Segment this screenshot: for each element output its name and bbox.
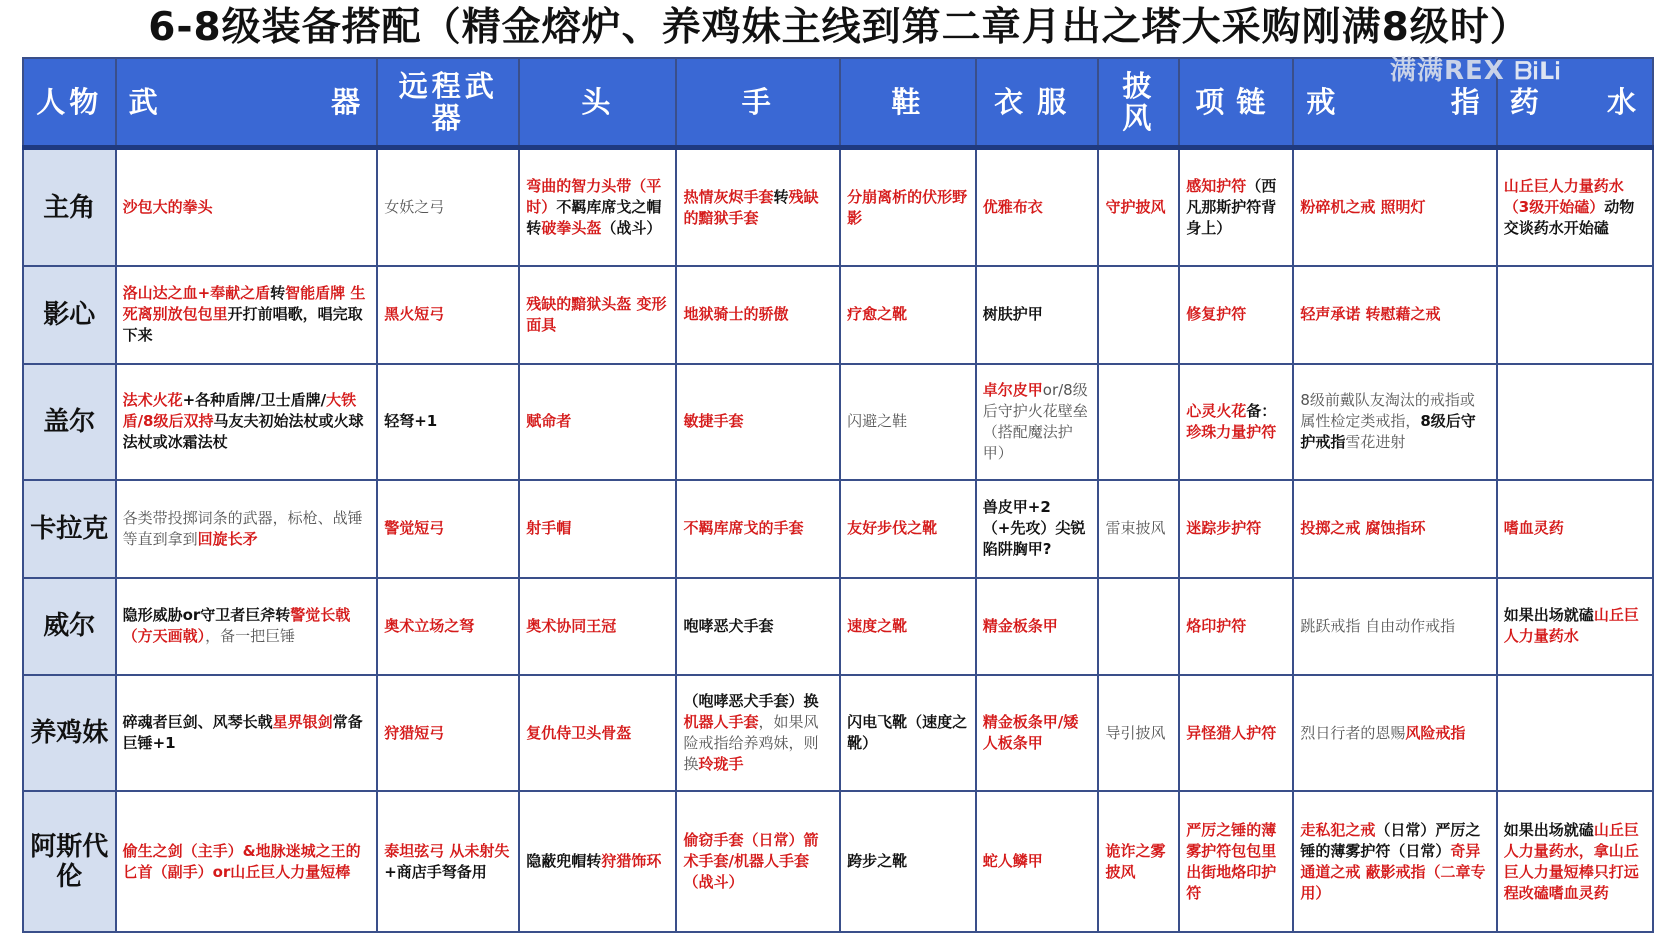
character-name: 卡拉克 xyxy=(23,480,116,577)
cell-weapon xyxy=(116,578,378,675)
cell-hands xyxy=(676,791,840,932)
item-text: 隐形威胁or守卫者巨斧转 xyxy=(122,606,291,625)
item-text: 马友夫初始法杖或火球法杖或冰霜法杖 xyxy=(122,412,364,452)
cell-potion xyxy=(1497,675,1653,792)
cell-boots xyxy=(840,266,976,363)
cell-hands xyxy=(676,480,840,577)
item-text: 回旋长矛 xyxy=(197,529,258,548)
item-text: 烈日行者的恩赐 xyxy=(1300,723,1406,742)
item-text: +各种盾牌/卫士盾牌/ xyxy=(182,391,327,410)
cell-amulet xyxy=(1179,578,1293,675)
item-text: 大铁盾/8级后双持 xyxy=(122,391,357,431)
watermark-text: 满满REX xyxy=(1390,56,1505,86)
item-text: 卓尔皮甲 xyxy=(982,380,1043,399)
cell-amulet xyxy=(1179,266,1293,363)
header-weapon: 武器 xyxy=(116,58,378,148)
cell-cloak xyxy=(1098,364,1179,481)
item-text: 星界银剑 xyxy=(272,713,333,732)
cell-ring xyxy=(1293,364,1496,481)
item-text: 洛山达之血+奉献之盾 xyxy=(122,284,271,303)
item-text: 精金板条甲 xyxy=(982,616,1058,635)
cell-head xyxy=(519,791,676,932)
table-row xyxy=(23,364,1653,481)
cell-ring xyxy=(1293,791,1496,932)
cell-armor xyxy=(976,578,1099,675)
item-text: 投掷之戒 腐蚀指环 xyxy=(1300,519,1426,538)
item-text: 开打前唱歌，唱完取下来 xyxy=(122,305,363,345)
item-text: ，备一把巨锤 xyxy=(205,627,296,646)
cell-ranged-weapon xyxy=(377,578,519,675)
cell-ring xyxy=(1293,480,1496,577)
item-text: 优雅布衣 xyxy=(982,198,1043,217)
item-text: 导引披风 xyxy=(1105,723,1166,742)
item-text: 守护披风 xyxy=(1105,198,1166,217)
cell-boots xyxy=(840,364,976,481)
item-text: 修复护符 xyxy=(1186,305,1247,324)
cell-ring xyxy=(1293,148,1496,267)
item-text: 烙印护符 xyxy=(1186,616,1247,635)
cell-ranged-weapon xyxy=(377,364,519,481)
header-character: 人物 xyxy=(23,58,116,148)
item-text: 狩猎短弓 xyxy=(384,723,445,742)
item-text: 动物交谈药水开始磕 xyxy=(1503,198,1635,238)
cell-ring xyxy=(1293,266,1496,363)
item-text: 隐蔽兜帽转 xyxy=(526,852,602,871)
item-text: 风险戒指 xyxy=(1405,723,1466,742)
item-text: 智能盾牌 生死离别放包包里 xyxy=(122,284,366,324)
cell-hands xyxy=(676,266,840,363)
header-amulet: 项链 xyxy=(1179,58,1293,148)
item-text: 分崩离析的伏形野影 xyxy=(847,187,968,227)
item-text: 异怪猎人护符 xyxy=(1186,723,1277,742)
item-text: 法术火花 xyxy=(122,391,183,410)
character-name: 阿斯代伦 xyxy=(23,791,116,932)
item-text: 警觉长戟（方天画戟） xyxy=(122,606,351,646)
item-text: （战斗） xyxy=(601,219,662,238)
cell-amulet xyxy=(1179,675,1293,792)
item-text: 敏捷手套 xyxy=(683,412,744,431)
table-row xyxy=(23,578,1653,675)
watermark xyxy=(1390,50,1561,87)
item-text: 玲珑手 xyxy=(698,755,744,774)
cell-amulet xyxy=(1179,480,1293,577)
cell-cloak xyxy=(1098,148,1179,267)
item-text: 疗愈之靴 xyxy=(847,305,908,324)
equipment-table xyxy=(22,57,1654,933)
bilibili-logo-icon: ᗷᎥᒪᎥ xyxy=(1514,57,1562,85)
item-text: 各类带投掷词条的武器，标枪、战锤等直到拿到 xyxy=(122,508,363,548)
character-name: 威尔 xyxy=(23,578,116,675)
cell-armor xyxy=(976,148,1099,267)
item-text: 偷窃手套（日常）箭术手套/机器人手套（战斗） xyxy=(683,831,819,892)
cell-cloak xyxy=(1098,791,1179,932)
cell-potion xyxy=(1497,266,1653,363)
item-text: 机器人手套 xyxy=(683,713,759,732)
item-text: 雷束披风 xyxy=(1105,519,1166,538)
cell-head xyxy=(519,480,676,577)
item-text: 备： xyxy=(1246,401,1277,420)
item-text: 轻弩+1 xyxy=(384,412,438,431)
cell-ranged-weapon xyxy=(377,791,519,932)
cell-potion xyxy=(1497,148,1653,267)
cell-hands xyxy=(676,148,840,267)
table-row xyxy=(23,675,1653,792)
cell-ring xyxy=(1293,675,1496,792)
item-text: 咆哮恶犬手套 xyxy=(683,616,774,635)
cell-boots xyxy=(840,480,976,577)
item-text: （西凡那斯护符背身上） xyxy=(1186,177,1277,238)
cell-head xyxy=(519,148,676,267)
cell-cloak xyxy=(1098,578,1179,675)
cell-boots xyxy=(840,675,976,792)
item-text: 常备巨锤+1 xyxy=(122,713,363,753)
item-text: 如果出场就磕 xyxy=(1503,820,1594,839)
cell-weapon xyxy=(116,480,378,577)
cell-hands xyxy=(676,578,840,675)
item-text: 速度之靴 xyxy=(847,616,908,635)
item-text: 不羁库席戈之帽转 xyxy=(526,198,662,238)
cell-amulet xyxy=(1179,148,1293,267)
item-text: 奇异通道之戒 蔽影戒指（二章专用） xyxy=(1300,841,1486,902)
character-name: 盖尔 xyxy=(23,364,116,481)
item-text: or/8级后守护火花壁垒（搭配魔法护甲） xyxy=(982,380,1088,462)
item-text: 如果出场就磕 xyxy=(1503,606,1594,625)
table-row xyxy=(23,480,1653,577)
cell-ranged-weapon xyxy=(377,480,519,577)
item-text: 残缺的黯狱头盔 变形面具 xyxy=(526,294,667,334)
cell-armor xyxy=(976,791,1099,932)
cell-potion xyxy=(1497,480,1653,577)
item-text: 迷踪步护符 xyxy=(1186,519,1262,538)
cell-potion xyxy=(1497,578,1653,675)
table-row xyxy=(23,148,1653,267)
item-text: 复仇侍卫头骨盔 xyxy=(526,723,632,742)
item-text: 破拳头盔 xyxy=(541,219,602,238)
item-text: 友好步伐之靴 xyxy=(847,519,938,538)
item-text: 泰坦弦弓 从未射失 xyxy=(384,841,510,860)
item-text: 奥术立场之弩 xyxy=(384,616,475,635)
item-text: 沙包大的拳头 xyxy=(122,198,213,217)
item-text: 赋命者 xyxy=(526,412,572,431)
item-text: 8级前戴队友淘汰的戒指或属性检定类戒指， xyxy=(1300,391,1475,431)
cell-hands xyxy=(676,675,840,792)
header-ranged-weapon: 远程武器 xyxy=(377,58,519,148)
item-text: 跳跃戒指 自由动作戒指 xyxy=(1300,616,1456,635)
item-text: 热情灰烬手套 xyxy=(683,187,774,206)
cell-amulet xyxy=(1179,364,1293,481)
item-text: 转 xyxy=(270,284,286,303)
cell-weapon xyxy=(116,148,378,267)
item-text: 感知护符 xyxy=(1186,177,1247,196)
item-text: （咆哮恶犬手套）换 xyxy=(683,692,819,711)
item-text: 兽皮甲+2（+先攻）尖锐陷阱胸甲? xyxy=(982,498,1086,559)
cell-head xyxy=(519,266,676,363)
item-text: 8级后守护戒指 xyxy=(1300,412,1476,452)
item-text: 闪避之鞋 xyxy=(847,412,908,431)
cell-boots xyxy=(840,791,976,932)
cell-head xyxy=(519,675,676,792)
item-text: 嗜血灵药 xyxy=(1503,519,1564,538)
cell-weapon xyxy=(116,791,378,932)
header-armor: 衣服 xyxy=(976,58,1099,148)
cell-cloak xyxy=(1098,480,1179,577)
character-name: 影心 xyxy=(23,266,116,363)
item-text: 地狱骑士的骄傲 xyxy=(683,305,789,324)
item-text: 跨步之靴 xyxy=(847,852,908,871)
item-text: 粉碎机之戒 照明灯 xyxy=(1300,198,1426,217)
item-text: 黑火短弓 xyxy=(384,305,445,324)
cell-ring xyxy=(1293,578,1496,675)
item-text: 雪花进射 xyxy=(1345,433,1406,452)
item-text: 闪电飞靴（速度之靴） xyxy=(847,713,968,753)
header-boots: 鞋 xyxy=(840,58,976,148)
item-text: 轻声承诺 转慰藉之戒 xyxy=(1300,305,1441,324)
item-text: 山丘巨人力量药水 xyxy=(1503,606,1639,646)
item-text: 树肤护甲 xyxy=(982,305,1043,324)
item-text: 转 xyxy=(773,187,789,206)
item-text: 珍珠力量护符 xyxy=(1186,422,1277,441)
item-text: 山丘巨人力量药水，拿山丘巨人力量短棒只打远程改磕嗜血灵药 xyxy=(1503,820,1639,902)
cell-armor xyxy=(976,675,1099,792)
cell-weapon xyxy=(116,266,378,363)
page-title: 6-8级装备搭配（精金熔炉、养鸡妹主线到第二章月出之塔大采购刚满8级时） xyxy=(148,5,1530,50)
cell-cloak xyxy=(1098,675,1179,792)
header-hands: 手 xyxy=(676,58,840,148)
header-head: 头 xyxy=(519,58,676,148)
item-text: 狩猎饰环 xyxy=(601,852,662,871)
cell-potion xyxy=(1497,364,1653,481)
item-text: 蛇人鳞甲 xyxy=(982,852,1043,871)
item-text: 奥术协同王冠 xyxy=(526,616,617,635)
item-text: 诡诈之雾披风 xyxy=(1105,841,1166,881)
item-text: ，如果风险戒指给养鸡妹，则换 xyxy=(683,713,819,774)
cell-armor xyxy=(976,266,1099,363)
item-text: +商店手弩备用 xyxy=(384,862,487,881)
cell-head xyxy=(519,364,676,481)
cell-hands xyxy=(676,364,840,481)
item-text: 弯曲的智力头带（平时） xyxy=(526,177,662,217)
cell-head xyxy=(519,578,676,675)
item-text: 残缺的黯狱手套 xyxy=(683,187,819,227)
item-text: （日常）严厉之锤的薄雾护符（日常） xyxy=(1300,820,1481,860)
cell-amulet xyxy=(1179,791,1293,932)
item-text: 碎魂者巨剑、风琴长戟 xyxy=(122,713,273,732)
cell-armor xyxy=(976,364,1099,481)
table-row xyxy=(23,266,1653,363)
item-text: 警觉短弓 xyxy=(384,519,445,538)
item-text: 女妖之弓 xyxy=(384,198,445,217)
cell-boots xyxy=(840,148,976,267)
cell-cloak xyxy=(1098,266,1179,363)
cell-ranged-weapon xyxy=(377,675,519,792)
header-potion: 药水 xyxy=(1497,58,1653,148)
cell-potion xyxy=(1497,791,1653,932)
item-text: 射手帽 xyxy=(526,519,572,538)
character-name: 养鸡妹 xyxy=(23,675,116,792)
item-text: 山丘巨人力量药水（3级开始磕） xyxy=(1503,177,1624,217)
character-name: 主角 xyxy=(23,148,116,267)
item-text: 走私犯之戒 xyxy=(1300,820,1376,839)
table-row xyxy=(23,791,1653,932)
header-ring: 戒指 xyxy=(1293,58,1496,148)
cell-ranged-weapon xyxy=(377,148,519,267)
item-text: 偷生之剑（主手）&地脉迷城之王的匕首（副手）or山丘巨人力量短棒 xyxy=(122,841,361,881)
item-text: 不羁库席戈的手套 xyxy=(683,519,804,538)
item-text: 心灵火花 xyxy=(1186,401,1247,420)
item-text: 精金板条甲/矮人板条甲 xyxy=(982,713,1079,753)
item-text: 严厉之锤的薄雾护符包包里 出街地烙印护符 xyxy=(1186,820,1277,902)
cell-boots xyxy=(840,578,976,675)
cell-weapon xyxy=(116,364,378,481)
cell-weapon xyxy=(116,675,378,792)
cell-ranged-weapon xyxy=(377,266,519,363)
cell-armor xyxy=(976,480,1099,577)
header-cloak: 披风 xyxy=(1098,58,1179,148)
